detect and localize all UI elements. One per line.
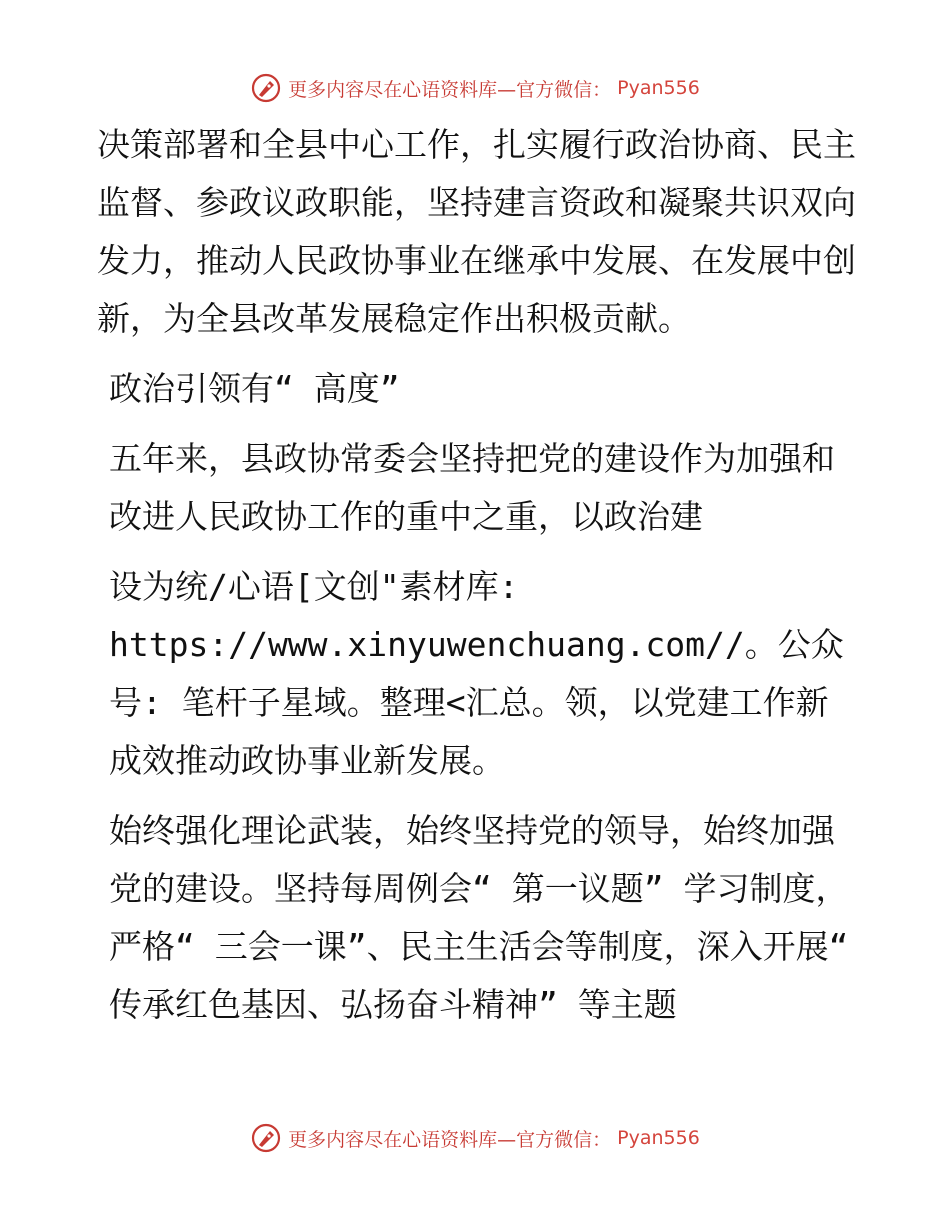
section-heading: 政治引领有“ 高度” xyxy=(109,369,400,408)
paragraph: 五年来，县政协常委会坚持把党的建设作为加强和改进人民政协工作的重中之重，以政治建 xyxy=(109,439,835,536)
paragraph: 决策部署和全县中心工作，扎实履行政治协商、民主监督、参政议政职能，坚持建言资政和凝聚共识双向发力，推动人民政协事业在继承中发展、在发展中创新，为全县改革发展稳定作出积极贡献。 xyxy=(97,125,856,338)
watermark-account: Pyan556 xyxy=(617,77,700,99)
watermark-header xyxy=(0,72,950,104)
paragraph: 设为统/心语[文创"素材库: https://www.xinyuwenchuang.com//。公众号: 笔杆子星域。整理<汇总。领，以党建工作新成效推动政协事业新发展。 xyxy=(109,567,844,780)
watermark-footer xyxy=(0,1122,950,1154)
watermark-account: Pyan556 xyxy=(617,1127,700,1149)
pen-nib-circle-icon xyxy=(250,1122,282,1154)
document-body xyxy=(97,116,857,1034)
watermark-text: 更多内容尽在心语资料库—官方微信： xyxy=(288,78,612,101)
paragraph: 始终强化理论武装，始终坚持党的领导，始终加强党的建设。坚持每周例会“ 第一议题” 学习制度，严格“ 三会一课”、民主生活会等制度，深入开展“ 传承红色基因、弘扬奋斗精神” 等主题 xyxy=(109,811,849,1024)
pen-nib-circle-icon xyxy=(250,72,282,104)
watermark-text: 更多内容尽在心语资料库—官方微信： xyxy=(288,1128,612,1151)
